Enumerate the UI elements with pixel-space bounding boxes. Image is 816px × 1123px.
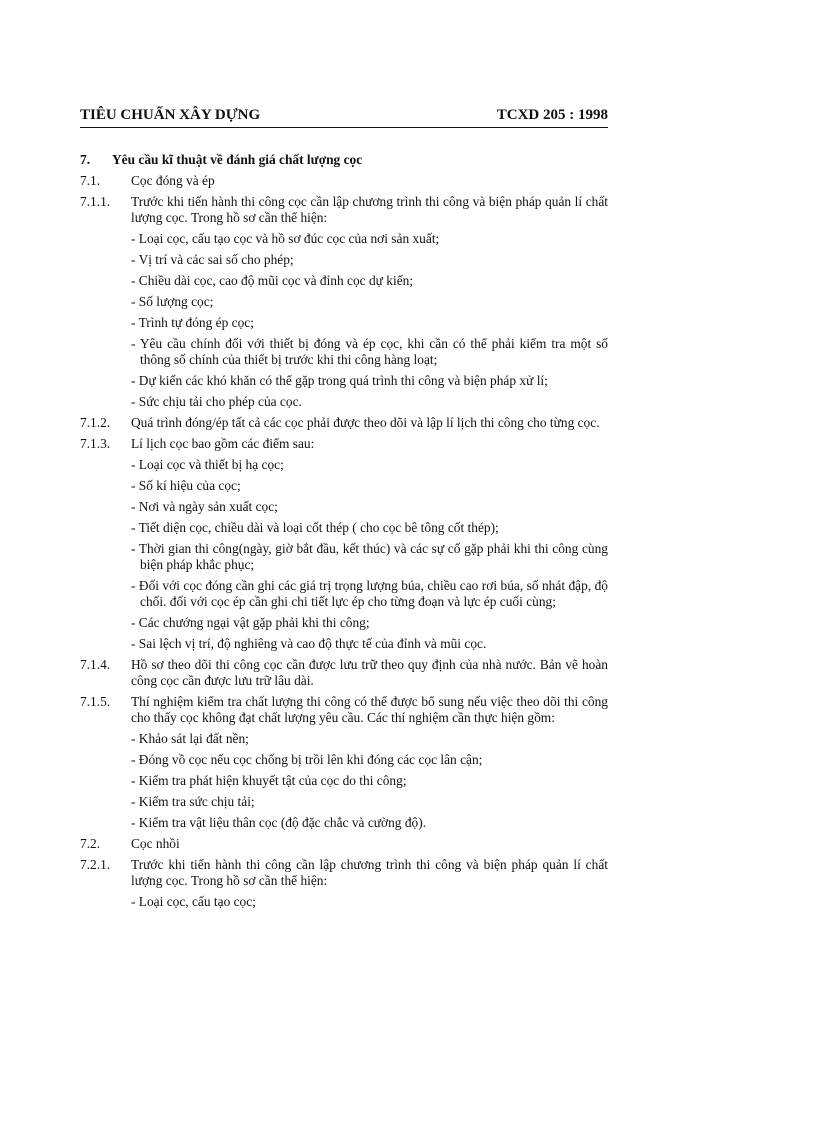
- list-item: - Chiều dài cọc, cao độ mũi cọc và đỉnh cọc dự kiến;: [131, 273, 414, 288]
- list-item: - Loại cọc, cấu tạo cọc;: [131, 894, 256, 909]
- list-item: - Đóng vồ cọc nếu cọc chống bị trồi lên khi đóng các cọc lân cận;: [131, 752, 483, 767]
- clause: [80, 194, 608, 226]
- section-heading: [80, 152, 608, 168]
- clause-list: [80, 173, 608, 910]
- section-number: 7.: [80, 152, 91, 167]
- list-item: - Số kí hiệu của cọc;: [131, 478, 241, 493]
- clause-text: Cọc đóng và ép: [131, 173, 215, 188]
- list-item: - Khảo sát lại đất nền;: [131, 731, 249, 746]
- clause-text: Hồ sơ theo dõi thi công cọc cần được lưu trữ theo quy định của nhà nước. Bản vẽ hoàn công cọc cần được lưu trữ lâu dài.: [131, 657, 608, 688]
- list-item: - Đối với cọc đóng cần ghi các giá trị trọng lượng búa, chiều cao rơi búa, số nhát đập, độ chối. đối với cọc ép cần ghi chi tiết lực ép cho từng đoạn và lực ép cuối cùng;: [131, 578, 608, 609]
- list-item: - Kiểm tra phát hiện khuyết tật của cọc do thi công;: [131, 773, 407, 788]
- clause-number: 7.1.5.: [80, 694, 111, 709]
- list-item: - Tiết diện cọc, chiều dài và loại cốt thép ( cho cọc bê tông cốt thép);: [131, 520, 499, 535]
- clause: [80, 415, 608, 431]
- clause-item-list: [131, 894, 608, 910]
- clause: [80, 694, 608, 726]
- list-item: - Sức chịu tải cho phép của cọc.: [131, 394, 302, 409]
- list-item: - Số lượng cọc;: [131, 294, 214, 309]
- clause-text: Thí nghiệm kiểm tra chất lượng thi công có thể được bổ sung nếu việc theo dõi thi công cho thấy cọc không đạt chất lượng yêu cầu. Các thí nghiệm cần thực hiện gồm:: [131, 694, 608, 725]
- list-item: - Trình tự đóng ép cọc;: [131, 315, 254, 330]
- clause: [80, 857, 608, 889]
- clause-number: 7.1.4.: [80, 657, 111, 672]
- clause-number: 7.1.: [80, 173, 101, 188]
- list-item: - Nơi và ngày sản xuất cọc;: [131, 499, 278, 514]
- clause-number: 7.2.1.: [80, 857, 111, 872]
- clause-number: 7.2.: [80, 836, 101, 851]
- clause-text: Cọc nhồi: [131, 836, 180, 851]
- list-item: - Kiểm tra sức chịu tải;: [131, 794, 255, 809]
- clause: [80, 436, 608, 452]
- clause-text: Quá trình đóng/ép tất cả các cọc phải được theo dõi và lập lí lịch thi công cho từng cọc.: [131, 415, 600, 430]
- list-item: - Sai lệch vị trí, độ nghiêng và cao độ thực tế của đỉnh và mũi cọc.: [131, 636, 487, 651]
- clause-item-list: [131, 457, 608, 652]
- list-item: - Yêu cầu chính đối với thiết bị đóng và ép cọc, khi cần có thể phải kiểm tra một số thông số chính của thiết bị trước khi thi công hàng loạt;: [131, 336, 608, 367]
- clause-text: Trước khi tiến hành thi công cọc cần lập chương trình thi công và biện pháp quản lí chất lượng cọc. Trong hồ sơ cần thể hiện:: [131, 194, 608, 225]
- clause-number: 7.1.2.: [80, 415, 111, 430]
- clause: [80, 657, 608, 689]
- section-title: Yêu cầu kĩ thuật về đánh giá chất lượng cọc: [112, 152, 363, 167]
- list-item: - Thời gian thi công(ngày, giờ bắt đầu, kết thúc) và các sự cố gặp phải khi thi công cùng biện pháp khắc phục;: [131, 541, 608, 572]
- clause-number: 7.1.1.: [80, 194, 111, 209]
- clause-text: Lí lịch cọc bao gồm các điểm sau:: [131, 436, 315, 451]
- document-page: [80, 106, 608, 910]
- clause: [80, 836, 608, 852]
- clause-text: Trước khi tiến hành thi công cần lập chương trình thi công và biện pháp quản lí chất lượng cọc. Trong hồ sơ cần thể hiện:: [131, 857, 608, 888]
- list-item: - Vị trí và các sai số cho phép;: [131, 252, 294, 267]
- list-item: - Dự kiến các khó khăn có thể gặp trong quá trình thi công và biện pháp xử lí;: [131, 373, 548, 388]
- list-item: - Kiểm tra vật liệu thân cọc (độ đặc chắc và cường độ).: [131, 815, 427, 830]
- list-item: - Loại cọc, cấu tạo cọc và hồ sơ đúc cọc của nơi sản xuất;: [131, 231, 440, 246]
- header-standard-name: TIÊU CHUẨN XÂY DỰNG: [80, 107, 261, 123]
- list-item: - Các chướng ngại vật gặp phải khi thi công;: [131, 615, 370, 630]
- clause-item-list: [131, 731, 608, 831]
- page-header: [80, 106, 608, 128]
- list-item: - Loại cọc và thiết bị hạ cọc;: [131, 457, 284, 472]
- clause-number: 7.1.3.: [80, 436, 111, 451]
- clause-item-list: [131, 231, 608, 410]
- header-standard-code: TCXD 205 : 1998: [496, 107, 608, 123]
- clause: [80, 173, 608, 189]
